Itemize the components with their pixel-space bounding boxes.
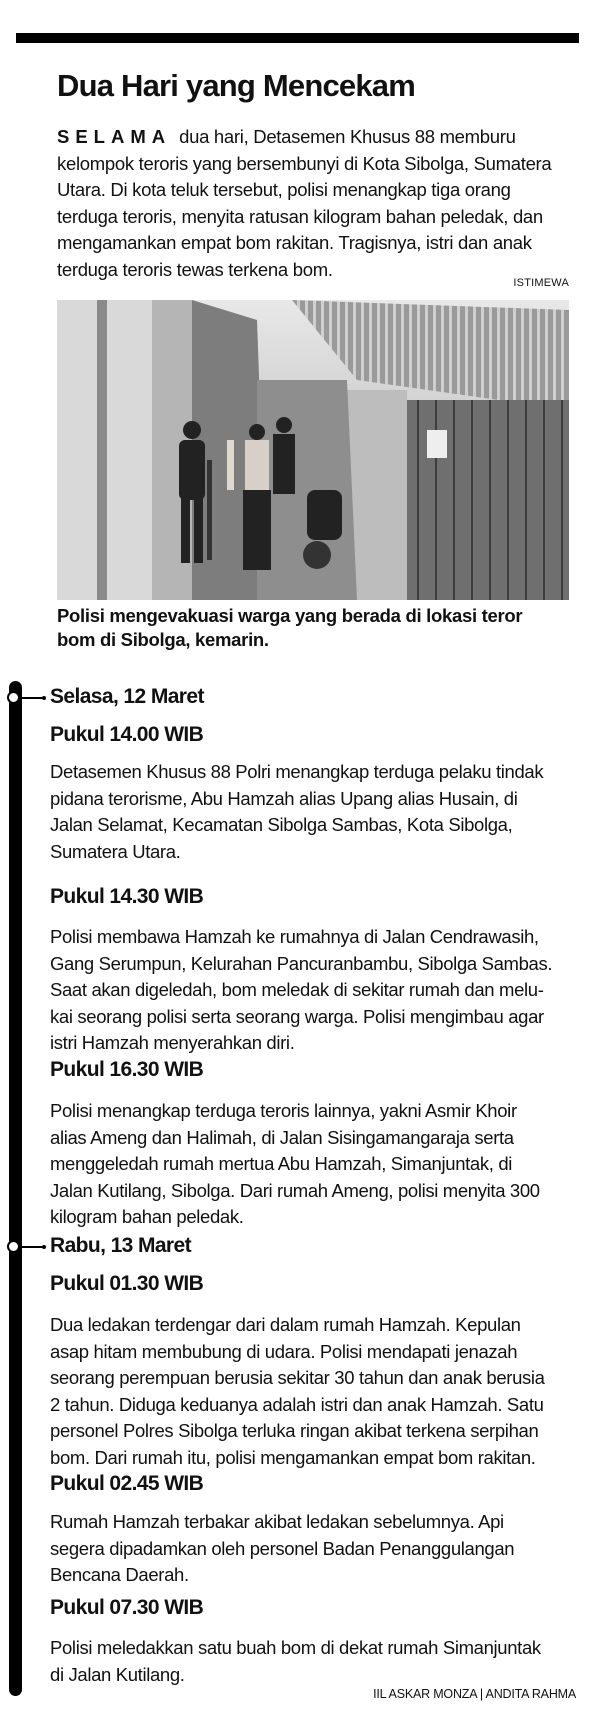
caption-line: bom di Sibolga, kemarin. (57, 629, 269, 650)
event-time: Pukul 14.30 WIB (50, 885, 204, 908)
event-description (50, 924, 552, 1057)
event-line: Jalan Selamat, Kecamatan Sibolga Sambas, Kota Sibolga, (50, 814, 513, 835)
caption-line: Polisi mengevakuasi warga yang berada di lokasi teror (57, 605, 523, 626)
event-line: Dua ledakan terdengar dari dalam rumah Hamzah. Kepulan (50, 1314, 521, 1335)
event-time: Pukul 07.30 WIB (50, 1596, 204, 1619)
author-byline: IIL ASKAR MONZA | ANDITA RAHMA (373, 1687, 576, 1701)
timeline-connector (20, 1246, 44, 1248)
event-description (50, 1098, 540, 1231)
event-line: kai seorang polisi serta seorang warga. Polisi mengimbau agar (50, 1005, 544, 1027)
event-description (50, 1312, 545, 1471)
timeline-bar (9, 681, 22, 1696)
timeline-node-icon (7, 1240, 20, 1253)
event-line: Detasemen Khusus 88 Polri menangkap terduga pelaku tindak (50, 761, 544, 782)
page-title: Dua Hari yang Mencekam (57, 68, 415, 103)
event-line: Sumatera Utara. (50, 840, 181, 862)
news-photo (57, 300, 569, 600)
event-line: alias Ameng dan Halimah, di Jalan Sisingamangaraja serta (50, 1126, 514, 1148)
event-line: personel Polres Sibolga terluka ringan akibat terkena serpihan (50, 1420, 539, 1441)
photo-caption (57, 604, 522, 652)
event-line: Bencana Daerah. (50, 1564, 189, 1585)
event-line: Saat akan digeledah, bom meledak di sekitar rumah dan melu- (50, 979, 544, 1000)
event-line: Gang Serumpun, Kelurahan Pancuranbambu, Sibolga Sambas. (50, 952, 553, 974)
event-line: pidana terorisme, Abu Hamzah alias Upang alias Husain, di (50, 787, 518, 809)
event-description (50, 1635, 541, 1688)
event-time: Pukul 02.45 WIB (50, 1472, 204, 1495)
event-line: kilogram bahan peledak. (50, 1206, 244, 1227)
event-time: Pukul 01.30 WIB (50, 1272, 204, 1295)
event-line: seorang perempuan berusia sekitar 30 tahun dan anak berusia (50, 1367, 545, 1388)
header-rule (16, 33, 579, 43)
alley-photo-illustration (57, 300, 569, 600)
lede-dropcap: SELAMA (57, 126, 172, 147)
event-line: di Jalan Kutilang. (50, 1663, 185, 1685)
lede-line: Utara. Di kota teluk tersebut, polisi menangkap tiga orang (57, 179, 511, 200)
lede-line: dua hari, Detasemen Khusus 88 memburu (179, 126, 516, 147)
event-description (50, 1509, 514, 1589)
event-line: Rumah Hamzah terbakar akibat ledakan sebelumnya. Api (50, 1511, 504, 1532)
event-line: 2 tahun. Diduga keduanya adalah istri dan anak Hamzah. Satu (50, 1393, 544, 1415)
event-time: Pukul 16.30 WIB (50, 1058, 204, 1081)
timeline-connector (20, 697, 44, 699)
day-heading: Rabu, 13 Maret (50, 1234, 191, 1257)
event-line: menggeledah rumah mertua Abu Hamzah, Simanjuntak, di (50, 1153, 513, 1174)
lede-paragraph (57, 124, 551, 283)
lede-line: kelompok teroris yang bersembunyi di Kota Sibolga, Sumatera (57, 152, 552, 174)
event-line: Polisi menangkap terduga teroris lainnya, yakni Asmir Khoir (50, 1100, 517, 1121)
event-line: Polisi meledakkan satu buah bom di dekat rumah Simanjuntak (50, 1637, 541, 1658)
lede-line: mengamankan empat bom rakitan. Tragisnya, istri dan anak (57, 232, 532, 253)
event-line: asap hitam membubung di udara. Polisi mendapati jenazah (50, 1340, 518, 1362)
event-line: istri Hamzah menyerahkan diri. (50, 1032, 295, 1053)
event-line: segera dipadamkan oleh personel Badan Penanggulangan (50, 1537, 515, 1559)
timeline-node-icon (7, 691, 20, 704)
event-line: bom. Dari rumah itu, polisi mengamankan empat bom rakitan. (50, 1446, 536, 1468)
event-line: Polisi membawa Hamzah ke rumahnya di Jalan Cendrawasih, (50, 926, 539, 947)
photo-credit: ISTIMEWA (513, 277, 569, 289)
event-line: Jalan Kutilang, Sibolga. Dari rumah Ameng, polisi menyita 300 (50, 1179, 540, 1201)
lede-line: terduga teroris tewas terkena bom. (57, 258, 333, 280)
day-heading: Selasa, 12 Maret (50, 685, 204, 708)
event-description (50, 759, 543, 865)
lede-line: terduga teroris, menyita ratusan kilogram bahan peledak, dan (57, 205, 543, 227)
event-time: Pukul 14.00 WIB (50, 723, 204, 746)
